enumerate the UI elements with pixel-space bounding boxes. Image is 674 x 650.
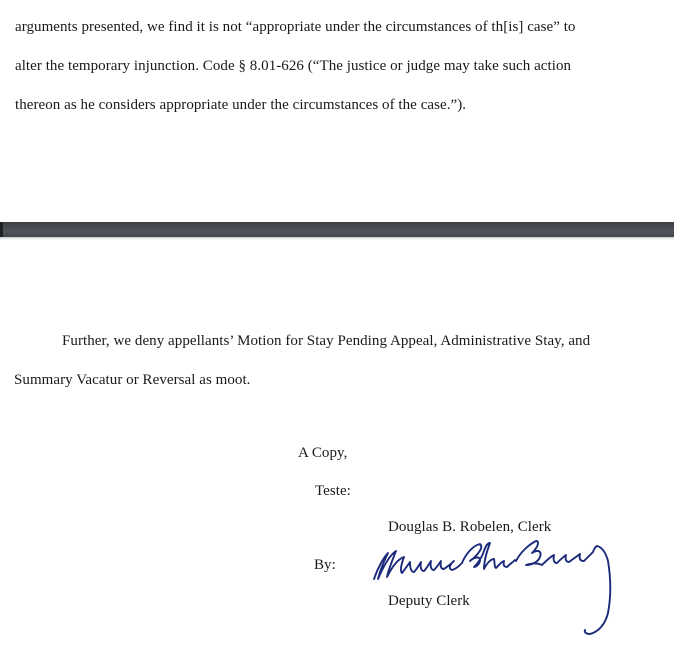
- deputy-clerk-signature: [370, 535, 632, 640]
- top-paragraph-line-2: alter the temporary injunction. Code § 8.01-626 (“The justice or judge may take such action: [15, 58, 572, 74]
- page-break-corner: [0, 222, 3, 237]
- clerk-name: Douglas B. Robelen, Clerk: [388, 519, 552, 535]
- signature-stroke-middle: [462, 543, 515, 569]
- deputy-clerk-label: Deputy Clerk: [388, 593, 470, 609]
- page-break-divider: [0, 222, 674, 237]
- bottom-paragraph-line-1: Further, we deny appellants’ Motion for Stay Pending Appeal, Administrative Stay, and: [62, 333, 591, 349]
- bottom-paragraph-line-2: Summary Vacatur or Reversal as moot.: [14, 372, 251, 388]
- signature-stroke-first: [374, 551, 461, 579]
- page-top: [0, 0, 674, 222]
- teste-label: Teste:: [315, 483, 351, 499]
- top-paragraph-line-3: thereon as he considers appropriate under the circumstances of the case.”).: [15, 97, 467, 113]
- top-paragraph-line-1: arguments presented, we find it is not “appropriate under the circumstances of th[is] case” to: [15, 19, 576, 35]
- by-label: By:: [314, 557, 336, 573]
- signature-stroke-last: [516, 541, 610, 634]
- a-copy-label: A Copy,: [298, 445, 348, 461]
